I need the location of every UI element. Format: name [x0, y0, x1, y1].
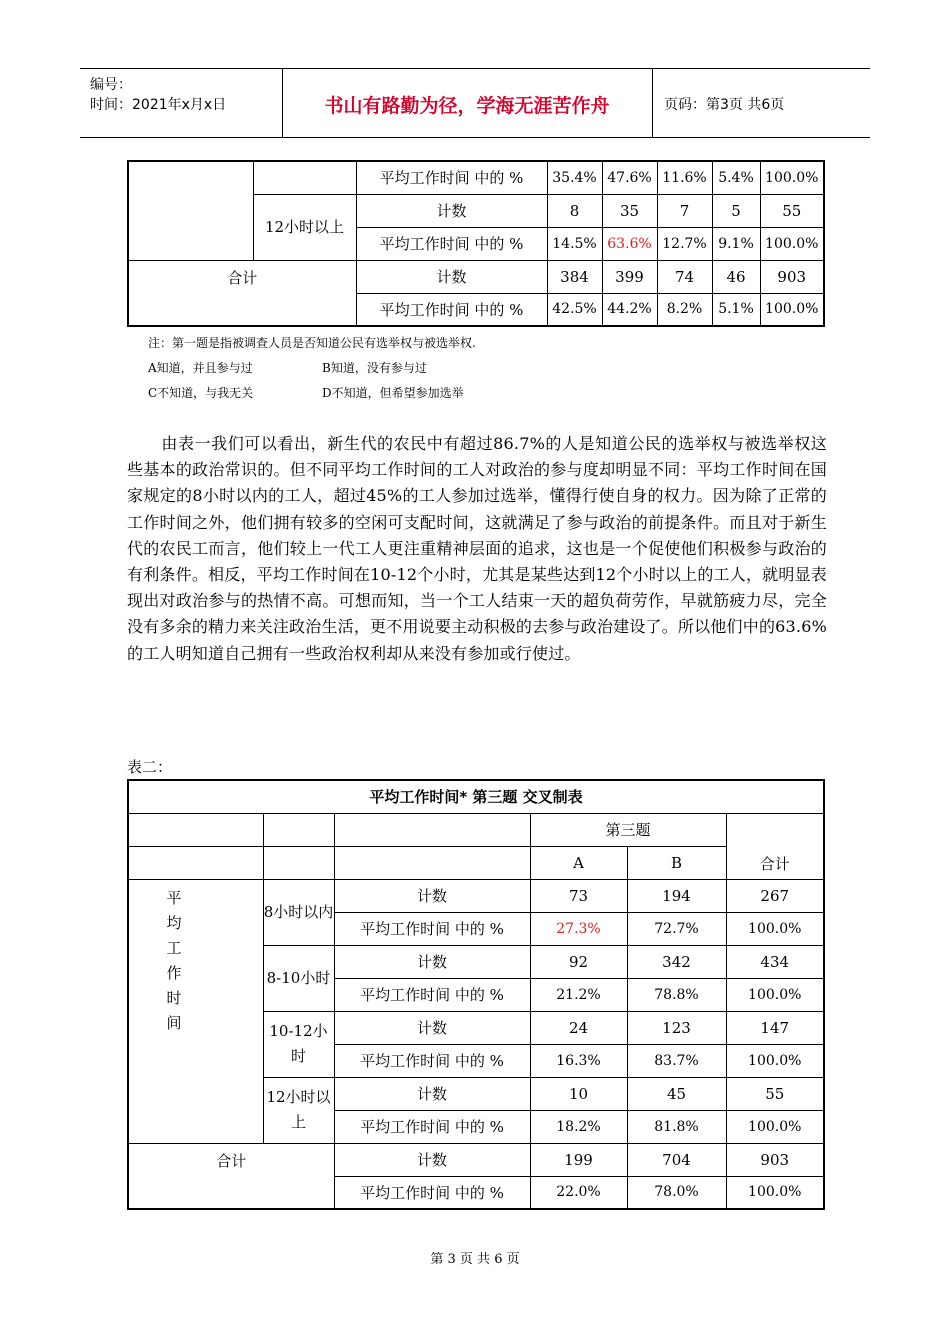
cell-d: 46 [712, 260, 760, 293]
row-label: 平均工作时间 中的 % [334, 1110, 530, 1143]
cell-total: 55 [760, 194, 824, 227]
empty-cell [263, 846, 334, 879]
cell-a: 10 [530, 1077, 627, 1110]
note-option-c: C不知道，与我无关 [148, 386, 254, 400]
cell-b: 35 [602, 194, 657, 227]
cell-total: 55 [726, 1077, 824, 1110]
group-name: 8-10小时 [263, 945, 334, 1011]
analysis-paragraph [127, 431, 827, 667]
paragraph-text: 由表一我们可以看出，新生代的农民中有超过86.7%的人是知道公民的选举权与被选举权这些基本的政治常识的。但不同平均工作时间的工人对政治的参与度却明显不同：平均工作时间在国家规定的8小时以内的工人，超过45%的工人参加过选举，懂得行使自身的权力。因为除了正常的工作时间之外，他们拥有较多的空闲可支配时间，这就满足了参与政治的前提条件。而且对于新生代的农民工而言，他们较上一代工人更注重精神层面的追求，这也是一个促使他们积极参与政治的有利条件。相反，平均工作时间在10-12个小时，尤其是某些达到12个小时以上的工人，就明显表现出对政治参与的热情不高。可想而知，当一个工人结束一天的超负荷劳作，早就筋疲力尽，完全没有多余的精力来关注政治生活，更不用说要主动积极的去参与政治建设了。所以他们中的63.6%的工人明知道自己拥有一些政治权利却从来没有参加或行使过。 [127, 434, 827, 663]
group-name: 8小时以内 [263, 879, 334, 945]
cell-d: 5 [712, 194, 760, 227]
cell-b: 342 [627, 945, 726, 978]
sub-cell [253, 161, 356, 194]
row-label: 计数 [356, 260, 547, 293]
empty-cell [128, 813, 263, 846]
cell-a: 22.0% [530, 1176, 627, 1209]
header-page-box [652, 69, 870, 137]
cell-a: 14.5% [547, 227, 602, 260]
row-label: 计数 [334, 1143, 530, 1176]
row-label: 平均工作时间 中的 % [334, 1176, 530, 1209]
table-2 [127, 779, 825, 1210]
cell-total: 100.0% [760, 161, 824, 194]
cell-a: 16.3% [530, 1044, 627, 1077]
page-footer: 第 3 页 共 6 页 [430, 1252, 520, 1267]
cell-total: 100.0% [726, 1110, 824, 1143]
page-header [80, 68, 870, 138]
page-info: 页码：第3页 共6页 [664, 97, 785, 113]
row-label: 平均工作时间 中的 % [356, 293, 547, 326]
row-label: 计数 [334, 1077, 530, 1110]
row-label: 计数 [334, 945, 530, 978]
cell-total: 100.0% [726, 1176, 824, 1209]
cell-a: 8 [547, 194, 602, 227]
cell-b: 44.2% [602, 293, 657, 326]
cell-d: 9.1% [712, 227, 760, 260]
cell-total: 903 [726, 1143, 824, 1176]
group-name: 10-12小时 [263, 1011, 334, 1077]
cell-b-highlight: 63.6% [602, 227, 657, 260]
note-option-d: D不知道，但希望参加选举 [322, 386, 464, 400]
cell-b: 194 [627, 879, 726, 912]
cell-a: 21.2% [530, 978, 627, 1011]
cell-a: 384 [547, 260, 602, 293]
cell-total: 903 [760, 260, 824, 293]
total-header: 合计 [726, 813, 824, 879]
cell-b: 78.8% [627, 978, 726, 1011]
row-label: 计数 [334, 1011, 530, 1044]
empty-cell [334, 846, 530, 879]
cell-b: 123 [627, 1011, 726, 1044]
cell-c: 11.6% [657, 161, 712, 194]
col-a-header: A [530, 846, 627, 879]
cell-a: 42.5% [547, 293, 602, 326]
empty-cell [263, 813, 334, 846]
header-motto-box [282, 69, 653, 137]
row-label: 平均工作时间 中的 % [356, 227, 547, 260]
empty-cell [128, 846, 263, 879]
cell-total: 434 [726, 945, 824, 978]
cell-a-highlight: 27.3% [530, 912, 627, 945]
col-b-header: B [627, 846, 726, 879]
row-label: 平均工作时间 中的 % [334, 1044, 530, 1077]
cell-b: 704 [627, 1143, 726, 1176]
number-label: 编号： [90, 77, 132, 93]
row-label: 平均工作时间 中的 % [334, 978, 530, 1011]
table-row [128, 1143, 824, 1176]
cell-c: 8.2% [657, 293, 712, 326]
row-group-label: 平均工作时间 [166, 888, 182, 1032]
note-option-a: A知道，并且参与过 [148, 361, 253, 375]
table-row [128, 846, 824, 879]
table-row [128, 161, 824, 194]
cell-b: 78.0% [627, 1176, 726, 1209]
cell-d: 5.1% [712, 293, 760, 326]
cell-a: 199 [530, 1143, 627, 1176]
cell-b: 72.7% [627, 912, 726, 945]
cell-total: 100.0% [726, 1044, 824, 1077]
table-2-title: 平均工作时间* 第三题 交叉制表 [128, 780, 824, 813]
table-row [128, 780, 824, 813]
cell-b: 45 [627, 1077, 726, 1110]
table-2-caption: 表二： [127, 758, 173, 776]
cell-total: 267 [726, 879, 824, 912]
table-1 [127, 160, 825, 327]
cell-total: 100.0% [760, 293, 824, 326]
row-label: 计数 [356, 194, 547, 227]
group-cell [128, 161, 253, 260]
note-option-b: B知道，没有参与过 [322, 361, 427, 375]
cell-a: 24 [530, 1011, 627, 1044]
cell-c: 74 [657, 260, 712, 293]
table-row [128, 879, 824, 912]
question-header: 第三题 [530, 813, 726, 846]
empty-cell [334, 813, 530, 846]
row-label: 平均工作时间 中的 % [356, 161, 547, 194]
row-group-cell [128, 879, 263, 1143]
cell-b: 81.8% [627, 1110, 726, 1143]
cell-total: 147 [726, 1011, 824, 1044]
cell-total: 100.0% [760, 227, 824, 260]
total-group-cell: 合计 [128, 1143, 334, 1209]
cell-a: 35.4% [547, 161, 602, 194]
cell-total: 100.0% [726, 912, 824, 945]
cell-c: 12.7% [657, 227, 712, 260]
table-row [128, 260, 824, 293]
row-label: 平均工作时间 中的 % [334, 912, 530, 945]
cell-d: 5.4% [712, 161, 760, 194]
row-label: 计数 [334, 879, 530, 912]
header-meta [80, 69, 283, 137]
sub-cell: 12小时以上 [253, 194, 356, 260]
note-line: 注：第一题是指被调查人员是否知道公民有选举权与被选举权. [148, 336, 476, 350]
table-row [128, 813, 824, 846]
group-name: 12小时以上 [263, 1077, 334, 1143]
cell-b: 83.7% [627, 1044, 726, 1077]
cell-a: 73 [530, 879, 627, 912]
motto: 书山有路勤为径，学海无涯苦作舟 [324, 95, 610, 117]
cell-b: 399 [602, 260, 657, 293]
cell-c: 7 [657, 194, 712, 227]
cell-a: 18.2% [530, 1110, 627, 1143]
cell-b: 47.6% [602, 161, 657, 194]
date-label: 时间：2021年x月x日 [90, 97, 227, 113]
cell-total: 100.0% [726, 978, 824, 1011]
total-group-cell: 合计 [128, 260, 356, 326]
cell-a: 92 [530, 945, 627, 978]
